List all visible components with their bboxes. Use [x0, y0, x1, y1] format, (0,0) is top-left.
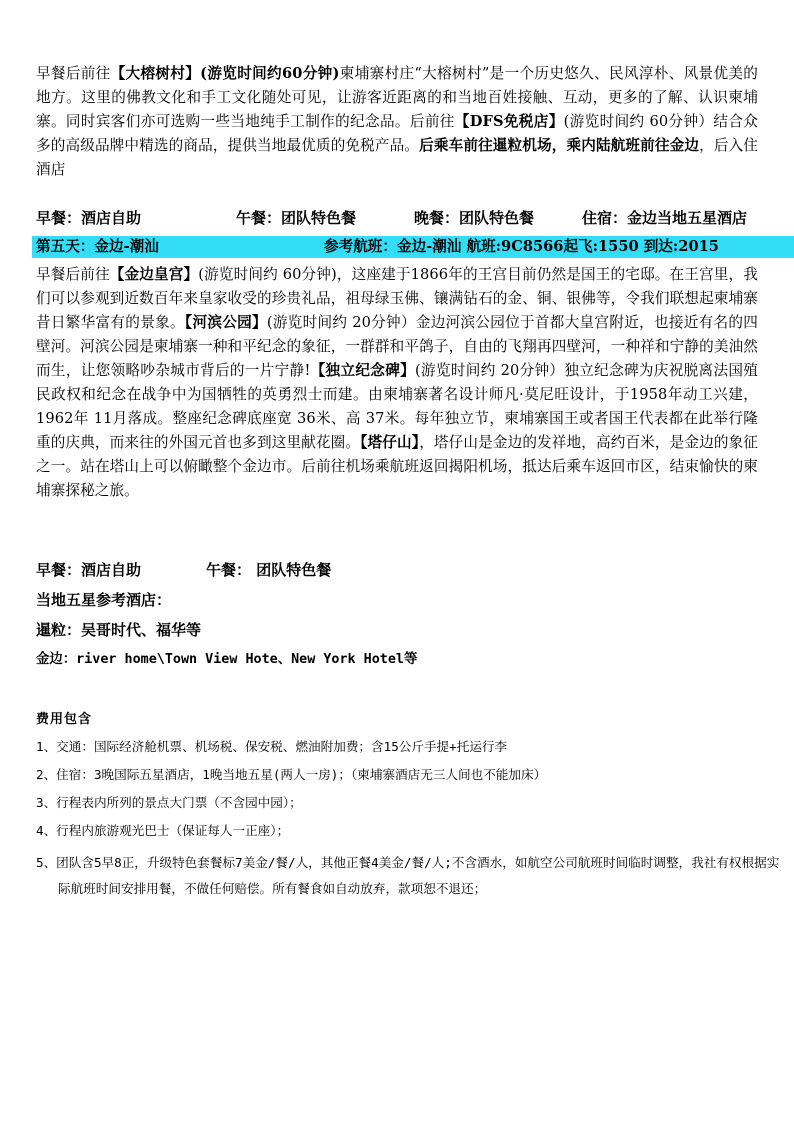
day4-hotel: 住宿：金边当地五星酒店: [582, 209, 748, 227]
fee-item-bus: 4、行程内旅游观光巴士（保证每人一正座）；: [36, 823, 290, 838]
fee-item-transport: 1、交通：国际经济舱机票、机场税、保安税、燃油附加费；含15公斤手提+托运行李: [36, 739, 508, 754]
day5-attraction-name: 【河滨公园】: [184, 314, 267, 331]
fee-item-meals: 5、团队含5早8正，升级特色套餐标7美金/餐/人，其他正餐4美金/餐/人;不含酒水，如航空公司航班时间临时调整，我社有权根据实际航班时间安排用餐，不做任何赔偿。所有餐食如自动放弃，款项恕不退还；: [36, 855, 780, 896]
day4-paragraph: [36, 62, 758, 182]
attraction-dfs: 【DFS免税店】: [454, 113, 564, 130]
fee-item-tickets: 3、行程表内所列的景点大门票（不含园中园）；: [36, 795, 302, 810]
day4-text-4: ，后入住酒店: [36, 137, 758, 178]
day5-lunch: 午餐： 团队特色餐: [206, 561, 332, 579]
day4-transfer: 后乘车前往暹粒机场，乘内陆航班前往金边: [419, 137, 700, 154]
day5-text-run: (游览时间约 60分钟)，这座建于1866年的王宫目前仍然是国王的宅邸。在王宫里，我们可以参观到近数百年来皇家收受的珍贵礼品，祖母绿玉佛、镶满钻石的金、铜、银佛等，令我们联想起柬埔寨昔日繁华富有的景象。: [36, 266, 758, 331]
day5-attraction-name: 【独立纪念碑】: [310, 362, 416, 379]
day5-text-run: 早餐后前往: [36, 266, 110, 283]
day5-attraction-name: 【塔仔山】: [360, 434, 420, 451]
day4-text-3: (游览时间约 60分钟）结合众多的高级品牌中精选的商品，提供当地最优质的免税产品。: [36, 113, 759, 154]
fee-item-hotel: 2、住宿：3晚国际五星酒店，1晚当地五星(两人一房)；（柬埔寨酒店无三人间也不能加床）: [36, 767, 547, 782]
day5-flight: 参考航班：金边-潮汕 航班:9C8566起飞:1550 到达:2015: [324, 238, 719, 255]
day4-dinner: 晚餐：团队特色餐: [414, 209, 535, 227]
attraction-banyan-village: 【大榕树村】(游览时间约60分钟): [110, 65, 340, 82]
fees-title: 费用包含: [36, 712, 93, 727]
day5-text-run: (游览时间约 20分钟）金边河滨公园位于首都大皇宫附近，也接近有名的四壁河。河滨公园是柬埔寨一种和平纪念的象征，一群群和平鸽子，自由的飞翔再四壁河，一种祥和宁静的美油然而生，让您领略吵杂城市背后的一片宁静!: [36, 314, 758, 379]
hotels-siem-reap: 暹粒：吴哥时代、福华等: [36, 621, 202, 639]
day5-banner: [32, 236, 794, 258]
hotels-phnom-penh: 金边：river home\Town View Hote、New York Hotel等: [36, 652, 418, 667]
day5-meals-row: [36, 559, 776, 581]
day5-title: 第五天：金边-潮汕: [36, 238, 159, 255]
day5-text-run: ，塔仔山是金边的发祥地，高约百米，是金边的象征之一。站在塔山上可以俯瞰整个金边市。后前往机场乘航班返回揭阳机场，抵达后乘车返回市区，结束愉快的柬埔寨探秘之旅。: [36, 434, 758, 499]
day4-text-2: 柬埔寨村庄“大榕树村”是一个历史悠久、民风淳朴、风景优美的地方。这里的佛教文化和手工文化随处可见，让游客近距离的和当地百姓接触、互动，更多的了解、认识柬埔寨。同时宾客们亦可选购一些当地纯手工制作的纪念品。后前往: [36, 65, 758, 130]
day4-breakfast: 早餐：酒店自助: [36, 209, 142, 227]
day4-lunch: 午餐：团队特色餐: [236, 209, 357, 227]
day4-text-1: 早餐后前往: [36, 65, 111, 82]
hotels-heading: 当地五星参考酒店：: [36, 591, 172, 609]
day5-breakfast: 早餐：酒店自助: [36, 561, 142, 579]
day5-text-run: (游览时间约 20分钟）独立纪念碑为庆祝脱离法国殖民政权和纪念在战争中为国牺牲的英勇烈士而建。由柬埔寨著名设计师凡·莫尼旺设计，于1958年动工兴建，1962年 11月落成。整座纪念碑底座宽 36米、高 37米。每年独立节，柬埔寨国王或者国王代表都在此举行隆重的庆典，而来往的外国元首也多到这里献花圈。: [36, 362, 758, 451]
day5-paragraph: [36, 263, 758, 503]
day5-attraction-name: 【金边皇宫】: [109, 266, 199, 283]
day4-meals-row: [36, 207, 776, 229]
